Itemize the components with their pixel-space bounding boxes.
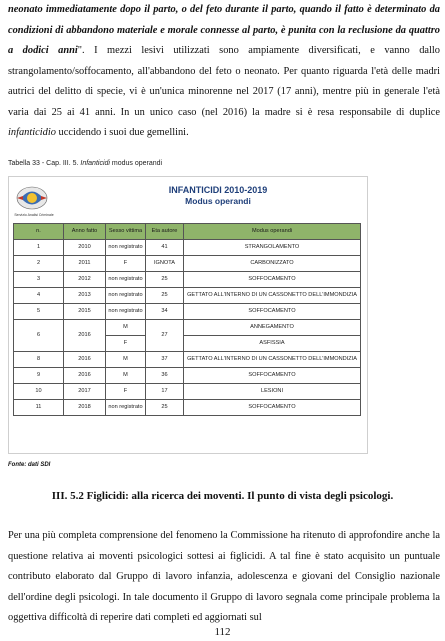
header-modus: Modus operandi — [184, 224, 361, 240]
cell-sesso: non registrato — [106, 288, 146, 304]
para1-segment-2: infanticidio — [8, 127, 56, 138]
table-row — [14, 384, 361, 400]
cell-modus: LESIONI — [184, 384, 361, 400]
cell-modus: CARBONIZZATO — [184, 256, 361, 272]
caption-suffix: modus operandi — [109, 160, 163, 167]
cell-n: 8 — [14, 352, 64, 368]
cell-eta: 41 — [146, 240, 184, 256]
para1-segment-1: ". I mezzi lesivi utilizzati sono ampiamente diversificati, e vanno dallo strangolamento/soffocamento, all'abbandono del feto o neonato. Per quanto riguarda l'età delle madri autrici del delitto di specie, vi è un'unica minorenne nel 2017 (17 anni), mentre più in generale l'età varia dai 25 ai 41 anni. In un unico caso (nel 2016) la madre si è resa responsabile di duplice — [8, 45, 440, 118]
table-header-row — [14, 224, 361, 240]
cell-anno: 2012 — [64, 272, 106, 288]
cell-n: 3 — [14, 272, 64, 288]
table-row — [14, 288, 361, 304]
cell-anno: 2010 — [64, 240, 106, 256]
cell-sesso: non registrato — [106, 304, 146, 320]
cell-eta: 34 — [146, 304, 184, 320]
cell-modus: SOFFOCAMENTO — [184, 272, 361, 288]
cell-n: 5 — [14, 304, 64, 320]
cell-n: 10 — [14, 384, 64, 400]
cell-eta: 25 — [146, 288, 184, 304]
cell-eta: IGNOTA — [146, 256, 184, 272]
section-heading: III. 5.2 Figlicidi: alla ricerca dei moventi. Il punto di vista degli psicologi. — [51, 490, 394, 502]
cell-sesso: F — [106, 336, 146, 352]
cell-n: 6 — [14, 320, 64, 352]
header-sesso: Sesso vittima — [106, 224, 146, 240]
table-row — [14, 304, 361, 320]
cell-n: 4 — [14, 288, 64, 304]
caption-italic: Infanticidi — [80, 160, 110, 167]
body-paragraph-1 — [8, 0, 440, 144]
cell-eta: 17 — [146, 384, 184, 400]
header-eta: Eta autore — [146, 224, 184, 240]
cell-anno: 2017 — [64, 384, 106, 400]
cell-anno: 2015 — [64, 304, 106, 320]
cell-n: 9 — [14, 368, 64, 384]
table-row — [14, 272, 361, 288]
cell-anno: 2018 — [64, 400, 106, 416]
cell-sesso: non registrato — [106, 400, 146, 416]
cell-eta: 25 — [146, 400, 184, 416]
source-note: Fonte: dati SDI — [8, 462, 51, 468]
cell-n: 11 — [14, 400, 64, 416]
cell-sesso: F — [106, 256, 146, 272]
table-row — [14, 240, 361, 256]
cell-modus: ASFISSIA — [184, 336, 361, 352]
cell-eta: 25 — [146, 272, 184, 288]
caption-prefix: Tabella 33 - Cap. III. 5. — [8, 160, 81, 167]
cell-anno: 2013 — [64, 288, 106, 304]
body-paragraph-2: Per una più completa comprensione del fenomeno la Commissione ha ritenuto di approfondire anche la questione relativa ai moventi psicologici sottesi ai figlicidi. A tal fine è stato acquisito un puntuale contributo elaborato dal Gruppo di lavoro infanzia, adolescenza e giovani del Consiglio nazionale dell'ordine degli psicologi. In tale documento il Gruppo di lavoro segnala come principale problema la oggettiva difficoltà di reperire dati completi ed aggiornati sul — [8, 530, 440, 623]
table-row — [14, 352, 361, 368]
cell-eta: 27 — [146, 320, 184, 352]
header-n: n. — [14, 224, 64, 240]
cell-modus: STRANGOLAMENTO — [184, 240, 361, 256]
cell-anno: 2016 — [64, 320, 106, 352]
cell-modus: ANNEGAMENTO — [184, 320, 361, 336]
table-figure — [8, 176, 368, 454]
cell-modus: GETTATO ALL'INTERNO DI UN CASSONETTO DELL'IMMONDIZIA — [184, 288, 361, 304]
cell-sesso: F — [106, 384, 146, 400]
table-row — [14, 256, 361, 272]
table-row — [14, 400, 361, 416]
table-caption — [8, 160, 162, 167]
cell-modus: SOFFOCAMENTO — [184, 304, 361, 320]
cell-n: 1 — [14, 240, 64, 256]
page-number: 112 — [214, 626, 231, 638]
para1-segment-3: uccidendo i suoi due gemellini. — [55, 127, 189, 138]
cell-modus: SOFFOCAMENTO — [184, 400, 361, 416]
cell-sesso: M — [106, 352, 146, 368]
cell-modus: SOFFOCAMENTO — [184, 368, 361, 384]
figure-subtitle: Modus operandi — [185, 196, 251, 206]
cell-eta: 36 — [146, 368, 184, 384]
table-row — [14, 368, 361, 384]
figure-title: INFANTICIDI 2010-2019 — [168, 185, 268, 195]
header-anno: Anno fatto — [64, 224, 106, 240]
cell-anno: 2016 — [64, 368, 106, 384]
cell-sesso: non registrato — [106, 272, 146, 288]
cell-anno: 2016 — [64, 352, 106, 368]
cell-sesso: M — [106, 368, 146, 384]
modus-operandi-table — [13, 223, 361, 416]
cell-sesso: M — [106, 320, 146, 336]
para1-segment-0: neonato immediatamente dopo il parto, o del feto durante il parto, quando il fatto è determinato da condizioni di abbandono materiale e morale connesse al parto, è punita con la reclusione da quattro a dodici anni — [8, 4, 440, 56]
table-row — [14, 320, 361, 336]
cell-eta: 37 — [146, 352, 184, 368]
cell-n: 2 — [14, 256, 64, 272]
cell-modus: GETTATO ALL'INTERNO DI UN CASSONETTO DELL'IMMONDIZIA — [184, 352, 361, 368]
cell-sesso: non registrato — [106, 240, 146, 256]
cell-anno: 2011 — [64, 256, 106, 272]
logo-label: Servizio Analisi Criminale — [14, 213, 54, 217]
